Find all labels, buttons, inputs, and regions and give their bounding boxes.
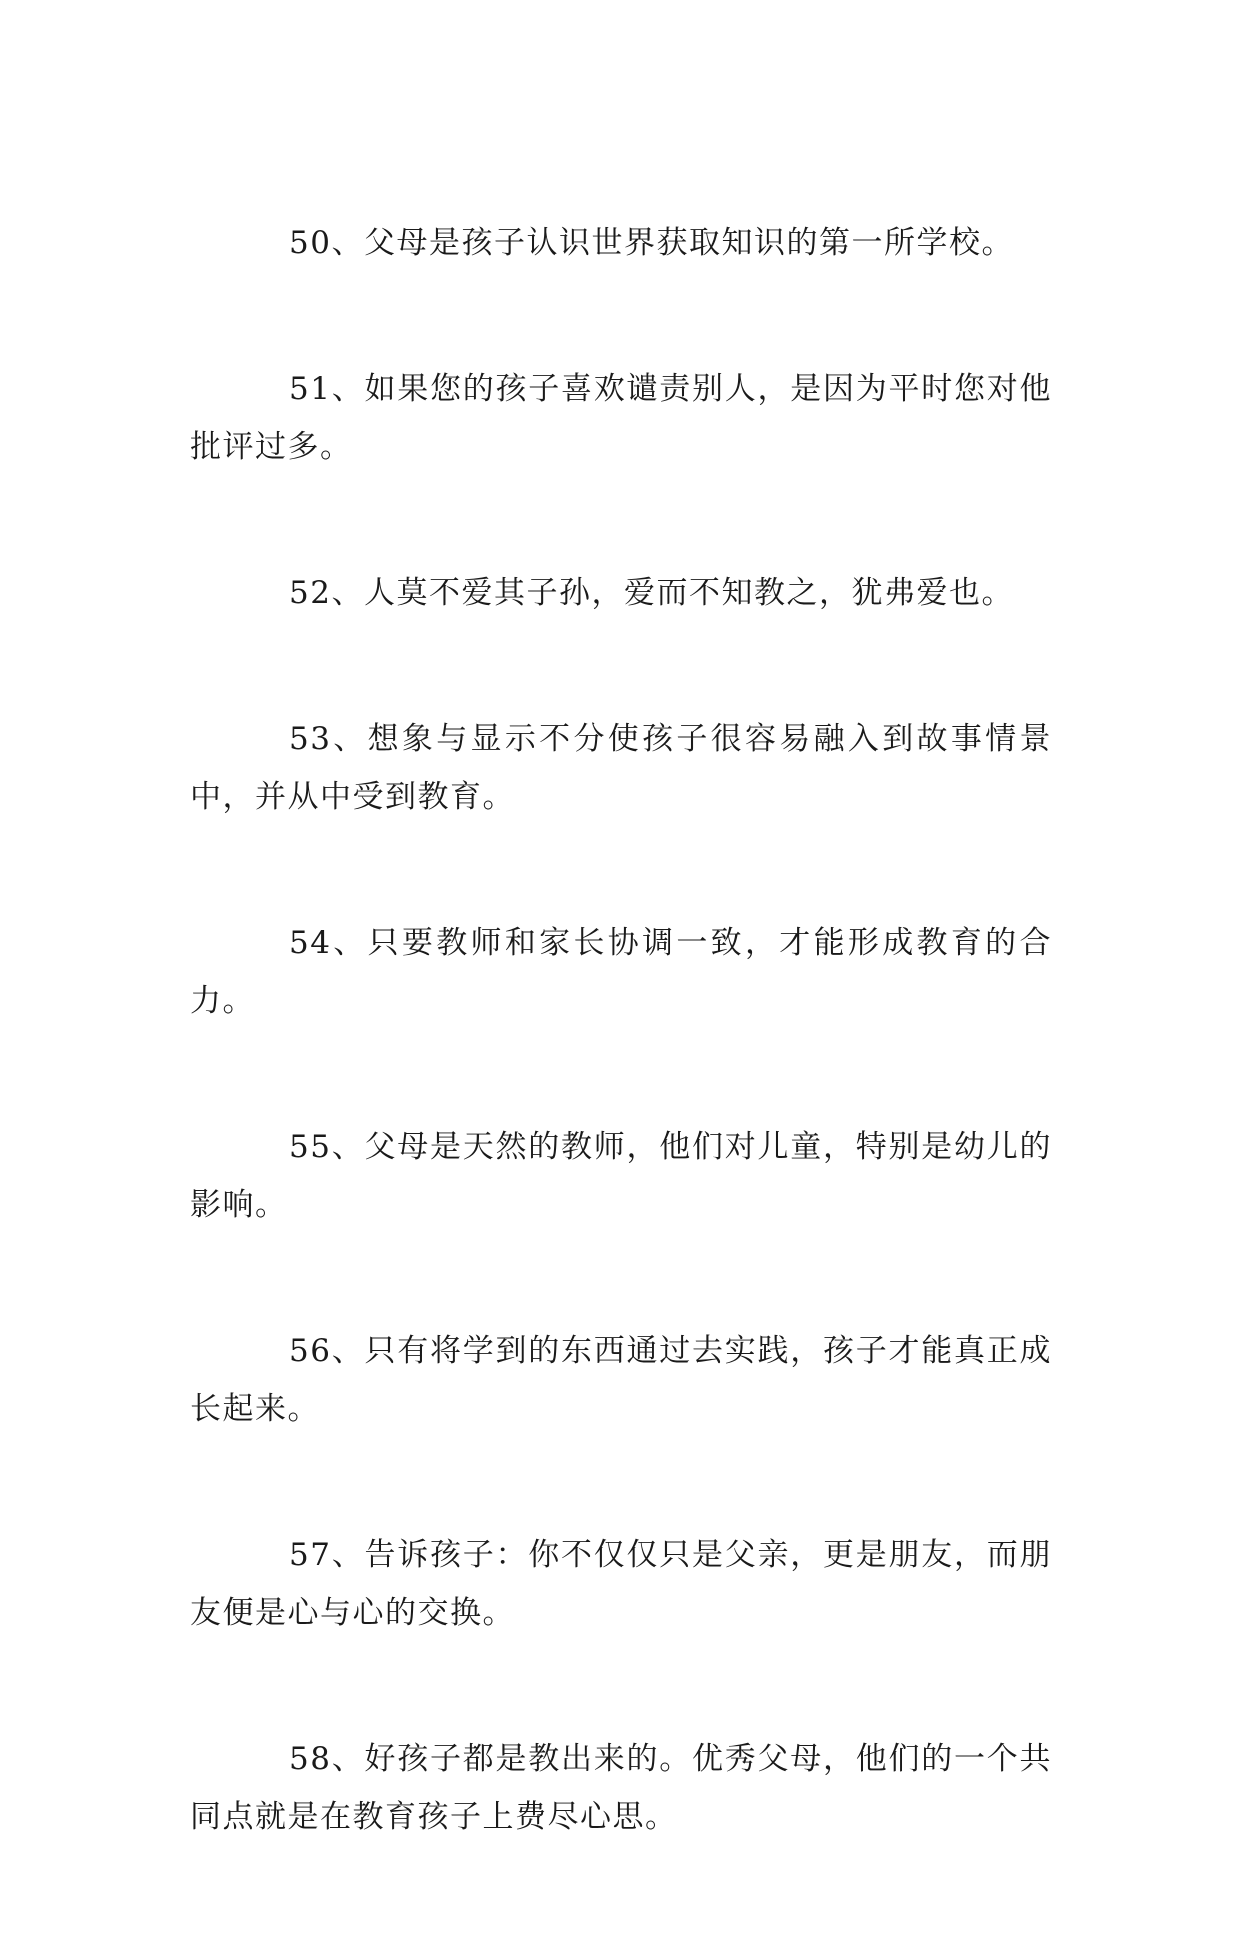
paragraph-58: 58、好孩子都是教出来的。优秀父母，他们的一个共同点就是在教育孩子上费尽心思。 bbox=[190, 1741, 1052, 1835]
paragraph-54: 54、只要教师和家长协调一致，才能形成教育的合力。 bbox=[190, 925, 1052, 1019]
paragraph-57: 57、告诉孩子：你不仅仅只是父亲，更是朋友，而朋友便是心与心的交换。 bbox=[190, 1537, 1052, 1631]
paragraph-51: 51、如果您的孩子喜欢谴责别人，是因为平时您对他批评过多。 bbox=[190, 371, 1052, 465]
paragraph-52: 52、人莫不爱其子孙，爱而不知教之，犹弗爱也。 bbox=[289, 575, 1014, 611]
paragraph-56: 56、只有将学到的东西通过去实践，孩子才能真正成长起来。 bbox=[190, 1333, 1052, 1427]
document-body bbox=[190, 214, 1052, 1934]
paragraph-50: 50、父母是孩子认识世界获取知识的第一所学校。 bbox=[289, 225, 1014, 261]
paragraph-55: 55、父母是天然的教师，他们对儿童，特别是幼儿的影响。 bbox=[190, 1129, 1052, 1223]
paragraph-53: 53、想象与显示不分使孩子很容易融入到故事情景中，并从中受到教育。 bbox=[190, 721, 1052, 815]
